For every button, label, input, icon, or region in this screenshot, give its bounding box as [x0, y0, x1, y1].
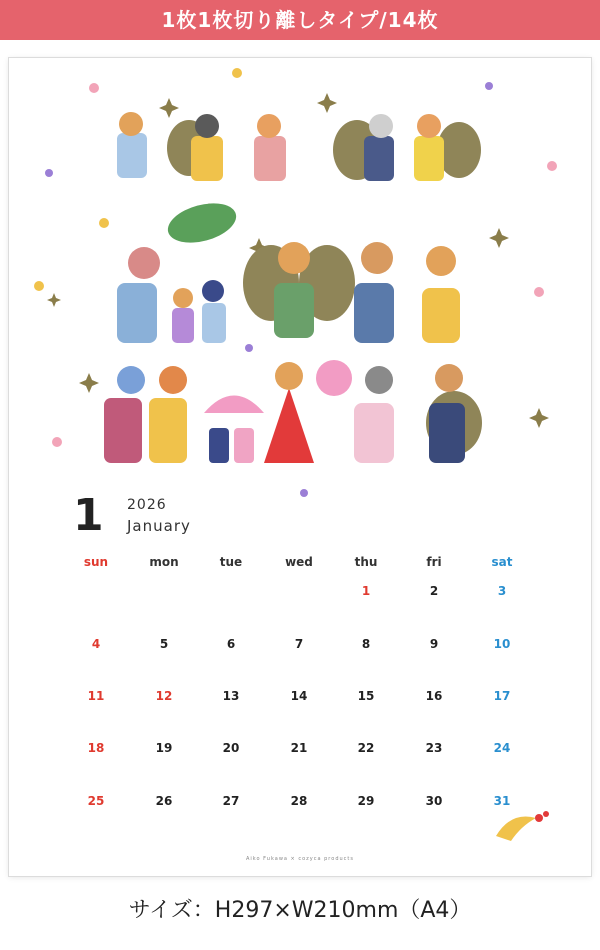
day-cell: 25	[87, 794, 105, 808]
day-cell: 27	[222, 794, 240, 808]
day-cell: 30	[425, 794, 443, 808]
cats-illustration	[9, 58, 591, 498]
month-number: 1	[73, 490, 104, 541]
year-label: 2026	[127, 497, 167, 513]
day-cell: 6	[226, 637, 236, 651]
day-cell: 13	[222, 689, 240, 703]
day-cell: 12	[155, 689, 173, 703]
day-cell: 4	[91, 637, 101, 651]
day-cell: 29	[357, 794, 375, 808]
day-cell: 15	[357, 689, 375, 703]
day-cell: 16	[425, 689, 443, 703]
day-cell: 17	[493, 689, 511, 703]
day-cell: 10	[493, 637, 511, 651]
day-cell: 1	[361, 584, 371, 598]
weekday-tue: tue	[219, 555, 243, 569]
cats-row-2	[117, 197, 460, 343]
day-cell: 14	[290, 689, 308, 703]
day-cell: 7	[294, 637, 304, 651]
day-cell: 9	[429, 637, 439, 651]
weekday-mon: mon	[149, 555, 179, 569]
day-cell: 18	[87, 741, 105, 755]
day-cell: 3	[497, 584, 507, 598]
day-cell: 11	[87, 689, 105, 703]
day-cell: 23	[425, 741, 443, 755]
day-cell: 21	[290, 741, 308, 755]
weekday-thu: thu	[354, 555, 378, 569]
weekday-sun: sun	[83, 555, 109, 569]
day-cell: 5	[159, 637, 169, 651]
day-cell: 24	[493, 741, 511, 755]
day-cell: 2	[429, 584, 439, 598]
illustrator-credit: Aiko Fukawa × cozyca products	[246, 856, 354, 862]
weekday-sat: sat	[491, 555, 513, 569]
day-cell: 19	[155, 741, 173, 755]
weekday-fri: fri	[426, 555, 442, 569]
day-cell: 28	[290, 794, 308, 808]
cats-row-3	[104, 360, 482, 463]
day-cell: 20	[222, 741, 240, 755]
header-banner: 1枚1枚切り離しタイプ/14枚	[0, 0, 600, 40]
cats-row-1	[117, 112, 481, 181]
day-cell: 22	[357, 741, 375, 755]
weekday-wed: wed	[285, 555, 313, 569]
size-caption: サイズ：H297×W210mm（A4）	[128, 898, 472, 923]
month-name-label: January	[127, 517, 191, 535]
day-cell: 8	[361, 637, 371, 651]
banana-decoration-icon	[491, 806, 551, 846]
day-cell: 26	[155, 794, 173, 808]
day-cell: 31	[493, 794, 511, 808]
